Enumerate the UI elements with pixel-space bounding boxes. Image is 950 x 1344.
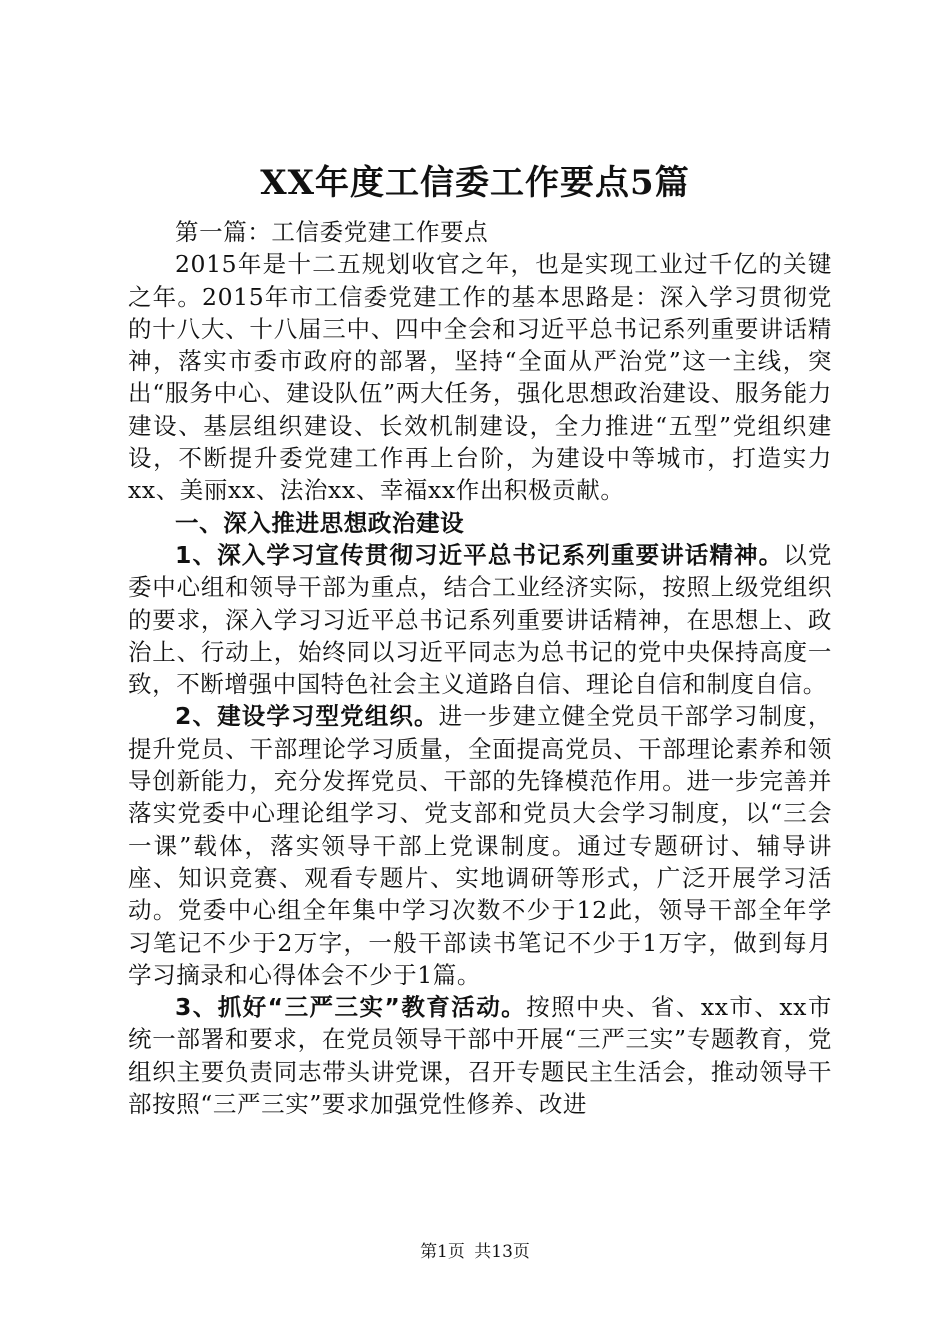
item-2-lead: 2、建设学习型党组织。 <box>175 702 439 731</box>
section-heading-ideology: 一、深入推进思想政治建设 <box>175 508 465 537</box>
page-footer <box>0 1240 950 1264</box>
section-heading-first-article: 第一篇：工信委党建工作要点 <box>175 218 489 246</box>
item-1-body: 以党委中心组和领导干部为重点，结合工业经济实际，按照上级党组织的要求，深入学习习近平总书记系列重要讲话精神，在思想上、政治上、行动上，始终同以习近平同志为总书记的党中央保持高度一致，不断增强中国特色社会主义道路自信、理论自信和制度自信。 <box>128 540 832 699</box>
item-2-body: 进一步建立健全党员干部学习制度，提升党员、干部理论学习质量，全面提高党员、干部理论素养和领导创新能力，充分发挥党员、干部的先锋模范作用。进一步完善并落实党委中心理论组学习、党支部和党员大会学习制度，以“三会一课”载体，落实领导干部上党课制度。通过专题研讨、辅导讲座、知识竞赛、观看专题片、实地调研等形式，广泛开展学习活动。党委中心组全年集中学习次数不少于12此，领导干部全年学习笔记不少于2万字，一般干部读书笔记不少于1万字，做到每月学习摘录和心得体会不少于1篇。 <box>128 702 832 989</box>
document-title: XX年度工信委工作要点5篇 <box>260 163 690 203</box>
page-number: 第1页 <box>420 1242 465 1262</box>
paragraph-item-1 <box>128 539 832 700</box>
item-3-body: 按照中央、省、xx市、xx市统一部署和要求，在党员领导干部中开展“三严三实”专题教育，党组织主要负责同志带头讲党课，召开专题民主生活会，推动领导干部按照“三严三实”要求加强党性修养、改进 <box>128 993 832 1119</box>
page-total: 共13页 <box>474 1242 530 1262</box>
item-3-lead: 3、抓好“三严三实”教育活动。 <box>175 993 527 1022</box>
paragraph-intro: 2015年是十二五规划收官之年，也是实现工业过千亿的关键之年。2015年市工信委党建工作的基本思路是：深入学习贯彻党的十八大、十八届三中、四中全会和习近平总书记系列重要讲话精神，落实市委市政府的部署，坚持“全面从严治党”这一主线，突出“服务中心、建设队伍”两大任务，强化思想政治建设、服务能力建设、基层组织建设、长效机制建设，全力推进“五型”党组织建设，不断提升委党建工作再上台阶，为建设中等城市，打造实力xx、美丽xx、法治xx、幸福xx作出积极贡献。 <box>128 250 832 505</box>
paragraph-item-3 <box>128 991 832 1120</box>
paragraph-item-2 <box>128 700 832 991</box>
item-1-lead: 1、深入学习宣传贯彻习近平总书记系列重要讲话精神。 <box>175 540 784 569</box>
document-body <box>128 216 832 1120</box>
